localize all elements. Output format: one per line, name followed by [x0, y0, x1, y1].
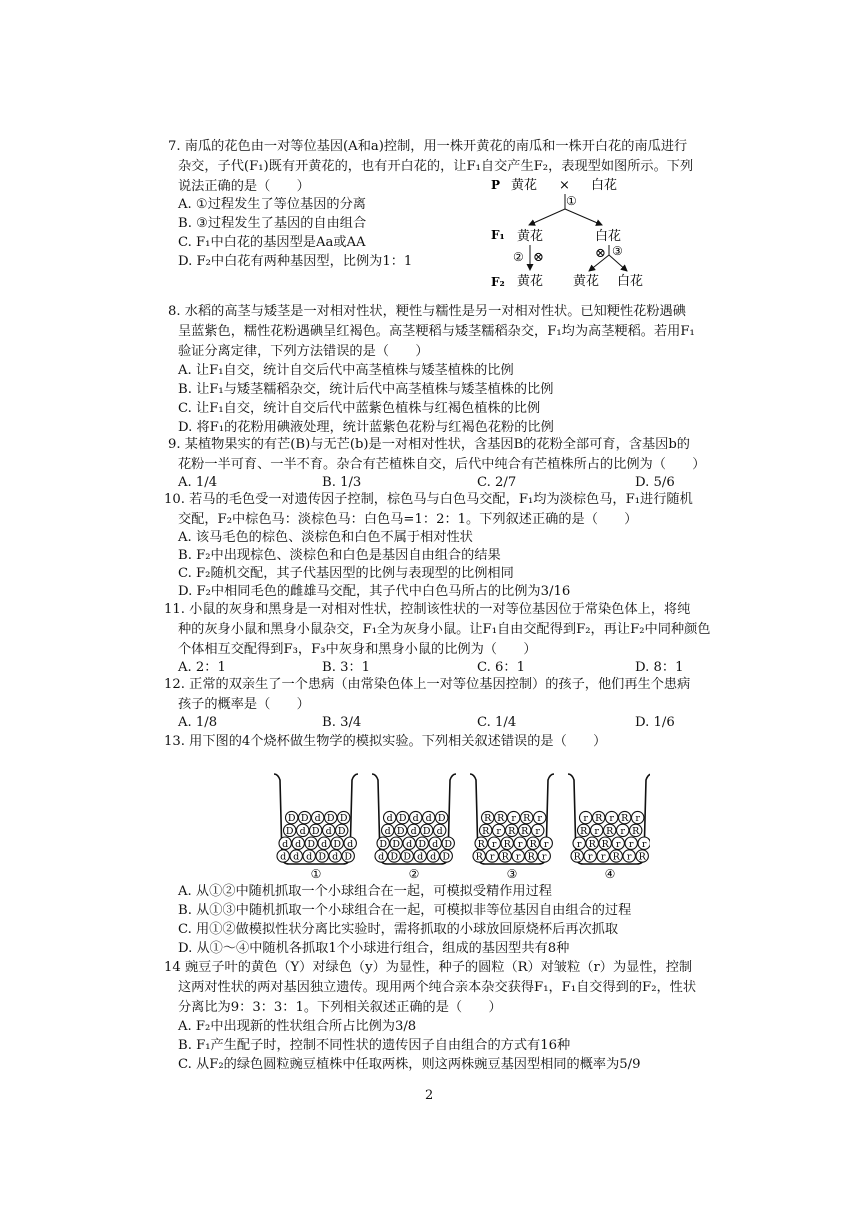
q14-stem-line-3: 分离比为9：3：3：1。下列相关叙述正确的是（ ） [178, 1000, 502, 1015]
ball-allele-label: d [410, 826, 417, 837]
q12-option-d: D. 1/6 [635, 715, 675, 730]
ball-allele-label: D [307, 838, 316, 850]
q14-stem-line-1: 14 豌豆子叶的黄色（Y）对绿色（y）为显性，种子的圆粒（R）对皱粒（r）为显性，控制 [164, 960, 693, 975]
q13-option-a: A. 从①②中随机抓取一个小球组合在一起，可模拟受精作用过程 [178, 884, 552, 899]
ball-allele-label: R [484, 813, 492, 825]
q12-option-a: A. 1/8 [178, 715, 218, 730]
p-generation-label: P [491, 178, 501, 192]
ball-allele-label: D [337, 826, 346, 837]
q10-option-b: B. F₂中出现棕色、淡棕色和白色是基因自由组合的结果 [178, 548, 501, 563]
ball-allele-label: d [282, 838, 289, 850]
ball-allele-label: D [300, 813, 309, 825]
ball-allele-label: d [306, 851, 313, 863]
ball-allele-label: D [398, 813, 407, 825]
ball-allele-label: D [403, 851, 412, 863]
ball-allele-label: r [594, 826, 599, 837]
ball-allele-label: d [293, 851, 300, 863]
q9-option-b: B. 1/3 [322, 475, 362, 490]
q10-option-c: C. F₂随机交配，其子代基因型的比例与表现型的比例相同 [178, 566, 514, 581]
q11-option-d: D. 8：1 [635, 660, 684, 675]
ball-allele-label: R [621, 813, 629, 825]
ball-allele-label: r [587, 851, 593, 863]
ball-allele-label: d [347, 838, 354, 850]
ball-allele-label: r [517, 838, 523, 850]
ball-allele-label: R [632, 826, 640, 837]
q8-option-d: D. 将F₁的花粉用碘液处理，统计蓝紫色花粉与红褐色花粉的比例 [178, 420, 554, 435]
ball-allele-label: R [573, 851, 581, 863]
ball-allele-label: d [314, 813, 321, 825]
ball-allele-label: d [406, 838, 413, 850]
ball-allele-label: D [285, 826, 294, 837]
ball-allele-label: r [576, 838, 582, 850]
step-2-label: ② [513, 250, 524, 264]
q12-stem-line-1: 12. 正常的双亲生了一个患病（由常染色体上一对等位基因控制）的孩子，他们再生个患病 [164, 677, 691, 692]
q11-option-c: C. 6：1 [477, 660, 525, 675]
ball-allele-label: D [333, 838, 342, 850]
ball-allele-label: R [475, 851, 483, 863]
q11-stem-line-2: 种的灰身小鼠和黑身小鼠杂交，F₁全为灰身小鼠。让F₁自由交配得到F₂，再让F₂中同种颜色 [178, 622, 711, 637]
q8-option-a: A. 让F₁自交，统计自交后代中高茎植株与矮茎植株的比例 [178, 363, 514, 378]
q13-stem-line-1: 13. 用下图的4个烧杯做生物学的模拟实验。下列相关叙述错误的是（ ） [164, 734, 607, 749]
ball-allele-label: r [609, 813, 614, 825]
ball-allele-label: r [543, 838, 549, 850]
ball-allele-label: r [583, 813, 588, 825]
q10-stem-line-1: 10. 若马的毛色受一对遗传因子控制，棕色马与白色马交配，F₁均为淡棕色马，F₁进行随机 [164, 492, 693, 507]
ball-allele-label: d [295, 838, 302, 850]
ball-allele-label: r [541, 851, 547, 863]
ball-allele-label: r [511, 813, 516, 825]
ball-allele-label: R [529, 838, 537, 850]
q14-option-a: A. F₂中出现新的性状组合所占比例为3/8 [178, 1019, 417, 1034]
ball-allele-label: D [390, 851, 399, 863]
q7-option-a: A. ①过程发生了等位基因的分离 [178, 197, 366, 212]
ball-allele-label: R [523, 813, 531, 825]
ball-allele-label: r [489, 851, 495, 863]
q8-option-c: C. 让F₁自交，统计自交后代中蓝紫色植株与红褐色植株的比例 [178, 401, 541, 416]
step-3-label: ③ [612, 244, 623, 258]
ball-allele-label: R [638, 851, 646, 863]
ball-allele-label: d [299, 826, 306, 837]
arrow-to-f1-yellow [529, 209, 565, 225]
ball-allele-label: D [311, 826, 320, 837]
ball-allele-label: d [384, 826, 391, 837]
ball-allele-label: R [501, 851, 509, 863]
arrow-to-f1-white [565, 209, 602, 225]
q8-option-b: B. 让F₁与矮茎糯稻杂交，统计后代中高茎植株与矮茎植株的比例 [178, 382, 554, 397]
ball-allele-label: d [430, 851, 437, 863]
q9-option-c: C. 2/7 [477, 475, 517, 490]
self-cross-symbol-right: ⊗ [595, 246, 606, 261]
beaker-label: ① [310, 867, 322, 880]
beaker-3 [470, 774, 554, 880]
q7-option-b: B. ③过程发生了基因的自由组合 [178, 216, 367, 231]
q11-stem-line-1: 11. 小鼠的灰身和黑身是一对相对性状，控制该性状的一对等位基因位于常染色体上，将纯 [164, 602, 691, 617]
ball-allele-label: r [537, 813, 542, 825]
ball-allele-label: D [326, 813, 335, 825]
ball-allele-label: D [422, 826, 431, 837]
ball-allele-label: R [588, 838, 596, 850]
ball-allele-label: R [482, 826, 490, 837]
ball-allele-label: r [628, 838, 634, 850]
ball-allele-label: d [412, 813, 419, 825]
ball-allele-label: d [332, 851, 339, 863]
ball-allele-label: R [503, 838, 511, 850]
q12-option-b: B. 3/4 [322, 715, 362, 730]
q10-stem-line-2: 交配，F₂中棕色马：淡棕色马：白色马=1：2：1。下列叙述正确的是（ ） [178, 512, 638, 527]
cross-symbol: × [559, 178, 570, 193]
q10-option-d: D. F₂中相同毛色的雌雄马交配，其子代中白色马所占的比例为3/16 [178, 584, 571, 599]
ball-allele-label: d [378, 851, 385, 863]
ball-allele-label: R [521, 826, 529, 837]
ball-allele-label: D [444, 838, 453, 850]
ball-allele-label: r [600, 851, 606, 863]
ball-allele-label: d [417, 851, 424, 863]
f2-yellow-flower-2: 黄花 [573, 274, 600, 289]
q9-option-d: D. 5/6 [635, 475, 675, 490]
f2-white-flower: 白花 [617, 274, 644, 289]
ball-allele-label: d [432, 838, 439, 850]
q13-option-c: C. 用①②做模拟性状分离比实验时，需将抓取的小球放回原烧杯后再次抓取 [178, 922, 619, 937]
ball-allele-label: D [392, 838, 401, 850]
ball-allele-label: r [515, 851, 521, 863]
ball-allele-label: r [626, 851, 632, 863]
ball-allele-label: r [535, 826, 540, 837]
p-white-flower: 白花 [591, 178, 618, 193]
f1-white-flower: 白花 [595, 229, 622, 244]
p-yellow-flower: 黄花 [511, 178, 538, 193]
ball-allele-label: R [580, 826, 588, 837]
q13-option-d: D. 从①～④中随机各抓取1个小球进行组合，组成的基因型共有8种 [178, 941, 570, 956]
beaker-label: ③ [506, 867, 518, 880]
ball-allele-label: D [344, 851, 353, 863]
ball-allele-label: D [396, 826, 405, 837]
ball-allele-label: R [477, 838, 485, 850]
q12-option-c: C. 1/4 [477, 715, 517, 730]
f2-generation-label: F₂ [491, 275, 505, 289]
ball-allele-label: d [325, 826, 332, 837]
q14-option-c: C. 从F₂的绿色圆粒豌豆植株中任取两株，则这两株豌豆基因型相同的概率为5/9 [178, 1057, 641, 1072]
q14-option-b: B. F₁产生配子时，控制不同性状的遗传因子自由组合的方式有16种 [178, 1038, 571, 1053]
ball-allele-label: R [612, 851, 620, 863]
ball-allele-label: R [497, 813, 505, 825]
q7-stem-line-3: 说法正确的是（ ） [178, 179, 310, 194]
ball-allele-label: D [379, 838, 388, 850]
ball-allele-label: D [287, 813, 296, 825]
ball-allele-label: D [442, 851, 451, 863]
ball-allele-label: r [615, 838, 621, 850]
q7-cross-diagram [485, 175, 685, 295]
q11-option-a: A. 2：1 [178, 660, 226, 675]
q13-option-b: B. 从①③中随机抓取一个小球组合在一起，可模拟非等位基因自由组合的过程 [178, 903, 632, 918]
ball-allele-label: D [418, 838, 427, 850]
q14-stem-line-2: 这两对性状的两对基因独立遗传。现用两个纯合亲本杂交获得F₁，F₁自交得到的F₂，性状 [178, 980, 697, 995]
ball-allele-label: R [601, 838, 609, 850]
ball-allele-label: r [620, 826, 625, 837]
ball-allele-label: D [339, 813, 348, 825]
beaker-4 [568, 774, 650, 880]
q8-stem-line-1: 8. 水稻的高茎与矮茎是一对相对性状，粳性与糯性是另一对相对性状。已知粳性花粉遇碘 [168, 304, 686, 319]
q8-stem-line-2: 呈蓝紫色，糯性花粉遇碘呈红褐色。高茎粳稻与矮茎糯稻杂交，F₁均为高茎粳稻。若用F₁ [178, 324, 695, 339]
ball-allele-label: R [606, 826, 614, 837]
q7-stem-line-1: 7. 南瓜的花色由一对等位基因(A和a)控制，用一株开黄花的南瓜和一株开白花的南瓜进行 [168, 139, 688, 154]
ball-allele-label: d [425, 813, 432, 825]
q8-stem-line-3: 验证分离定律，下列方法错误的是（ ） [178, 344, 429, 359]
page-number: 2 [425, 1088, 434, 1103]
q7-option-c: C. F₁中白花的基因型是Aa或AA [178, 235, 366, 250]
q9-option-a: A. 1/4 [178, 475, 218, 490]
f2-yellow-flower-1: 黄花 [517, 274, 544, 289]
step-1-label: ① [566, 194, 577, 208]
ball-allele-label: d [386, 813, 393, 825]
ball-allele-label: R [527, 851, 535, 863]
beaker-label: ④ [604, 867, 616, 880]
q11-stem-line-3: 个体相互交配得到F₃，F₃中灰身和黑身小鼠的比例为（ ） [178, 642, 537, 657]
q9-stem-line-2: 花粉一半可育、一半不育。杂合有芒植株自交，后代中纯合有芒植株所占的比例为（ ） [178, 457, 706, 472]
ball-allele-label: r [635, 813, 640, 825]
q12-stem-line-2: 孩子的概率是（ ） [178, 697, 310, 712]
ball-allele-label: D [437, 813, 446, 825]
ball-allele-label: d [436, 826, 443, 837]
q9-stem-line-1: 9. 某植物果实的有芒(B)与无芒(b)是一对相对性状，含基因B的花粉全部可育，含基因b的 [168, 437, 690, 452]
ball-allele-label: r [496, 826, 501, 837]
ball-allele-label: r [491, 838, 497, 850]
q11-option-b: B. 3：1 [322, 660, 371, 675]
ball-allele-label: R [595, 813, 603, 825]
q7-option-d: D. F₂中白花有两种基因型，比例为1：1 [178, 254, 413, 269]
f1-generation-label: F₁ [491, 228, 505, 242]
q10-option-a: A. 该马毛色的棕色、淡棕色和白色不属于相对性状 [178, 530, 473, 545]
beaker-2 [372, 774, 456, 880]
ball-allele-label: R [508, 826, 516, 837]
ball-allele-label: r [641, 838, 647, 850]
ball-allele-label: d [321, 838, 328, 850]
ball-allele-label: d [280, 851, 287, 863]
q7-stem-line-2: 杂交，子代(F₁)既有开黄花的，也有开白花的，让F₁自交产生F₂，表现型如图所示。下列 [178, 159, 694, 174]
beaker-1 [274, 774, 358, 880]
q13-beakers-figure [270, 768, 650, 880]
f1-yellow-flower: 黄花 [517, 229, 544, 244]
ball-allele-label: D [318, 851, 327, 863]
beaker-label: ② [408, 867, 420, 880]
self-cross-symbol-left: ⊗ [533, 250, 544, 265]
